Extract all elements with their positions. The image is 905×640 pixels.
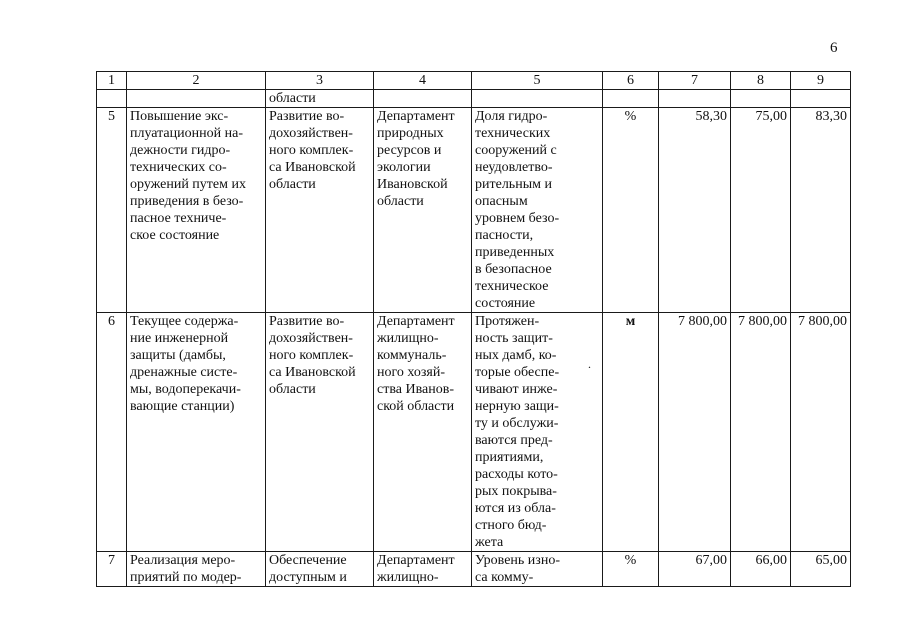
executor-cell bbox=[374, 313, 472, 552]
table-row bbox=[97, 313, 851, 552]
value-col8: 75,00 bbox=[731, 108, 791, 313]
page-number: 6 bbox=[830, 40, 838, 56]
header-cell: 3 bbox=[266, 72, 374, 90]
indicator-cell bbox=[472, 108, 603, 313]
header-cell: 5 bbox=[472, 72, 603, 90]
stray-mark: . bbox=[588, 357, 591, 371]
table-cell bbox=[603, 90, 659, 108]
value-col7: 58,30 bbox=[659, 108, 731, 313]
row-number: 5 bbox=[97, 108, 127, 313]
goal-text: Реализация меро- приятий по модер- bbox=[130, 553, 242, 585]
table-cell bbox=[374, 90, 472, 108]
program-cell bbox=[266, 552, 374, 587]
table-cell bbox=[659, 90, 731, 108]
value-col7: 67,00 bbox=[659, 552, 731, 587]
goal-cell bbox=[127, 313, 266, 552]
goal-cell bbox=[127, 552, 266, 587]
header-cell: 8 bbox=[731, 72, 791, 90]
table-cell bbox=[791, 90, 851, 108]
header-cell: 4 bbox=[374, 72, 472, 90]
indicator-cell bbox=[472, 552, 603, 587]
continuation-row bbox=[97, 90, 851, 108]
row-number: 6 bbox=[97, 313, 127, 552]
goal-text: Повышение экс- плуатационной на- дежности гидро- технических со- оружений путем их приведения в безо- пасное техниче- ское состояние bbox=[130, 109, 246, 243]
program-text: Развитие во- дохозяйствен- ного комплек- са Ивановской области bbox=[269, 314, 356, 397]
unit-cell: % bbox=[603, 108, 659, 313]
unit-cell: м bbox=[603, 313, 659, 552]
program-cell bbox=[266, 313, 374, 552]
header-cell: 2 bbox=[127, 72, 266, 90]
indicators-table bbox=[96, 71, 851, 587]
header-cell: 6 bbox=[603, 72, 659, 90]
row-number: 7 bbox=[97, 552, 127, 587]
goal-cell bbox=[127, 108, 266, 313]
indicator-cell bbox=[472, 313, 603, 552]
table-row bbox=[97, 552, 851, 587]
indicator-text: Доля гидро- технических сооружений с неудовлетво- рительным и опасным уровнем безо- пасности, приведенных в безопасное техническое состояние bbox=[475, 109, 560, 311]
program-cell bbox=[266, 108, 374, 313]
executor-cell bbox=[374, 108, 472, 313]
indicator-text: Протяжен- ность защит- ных дамб, ко- торые обеспе- чивают инже- нерную защи- ту и обслужи- ваются пред- приятиями, расходы кото- рых покрыва- ются из обла- стного бюд- жета bbox=[475, 314, 560, 550]
value-col8: 66,00 bbox=[731, 552, 791, 587]
table-cell bbox=[731, 90, 791, 108]
program-text: Развитие во- дохозяйствен- ного комплек- са Ивановской области bbox=[269, 109, 356, 192]
value-col7: 7 800,00 bbox=[659, 313, 731, 552]
value-col9: 7 800,00 bbox=[791, 313, 851, 552]
executor-text: Департамент природных ресурсов и экологии Ивановской области bbox=[377, 109, 455, 209]
executor-cell bbox=[374, 552, 472, 587]
indicator-text: Уровень изно- са комму- bbox=[475, 553, 560, 585]
value-col9: 65,00 bbox=[791, 552, 851, 587]
table-cell bbox=[127, 90, 266, 108]
table-cell bbox=[472, 90, 603, 108]
executor-text: Департамент жилищно- bbox=[377, 553, 455, 585]
header-cell: 1 bbox=[97, 72, 127, 90]
executor-text: Департамент жилищно- коммуналь- ного хозяй- ства Иванов- ской области bbox=[377, 314, 455, 414]
goal-text: Текущее содержа- ние инженерной защиты (дамбы, дренажные систе- мы, водоперекачи- вающие станции) bbox=[130, 314, 241, 414]
header-cell: 9 bbox=[791, 72, 851, 90]
table-header-row bbox=[97, 72, 851, 90]
table-row bbox=[97, 108, 851, 313]
header-cell: 7 bbox=[659, 72, 731, 90]
value-col8: 7 800,00 bbox=[731, 313, 791, 552]
value-col9: 83,30 bbox=[791, 108, 851, 313]
program-text: Обеспечение доступным и bbox=[269, 553, 347, 585]
unit-cell: % bbox=[603, 552, 659, 587]
table-cell: области bbox=[266, 90, 374, 108]
table-cell bbox=[97, 90, 127, 108]
